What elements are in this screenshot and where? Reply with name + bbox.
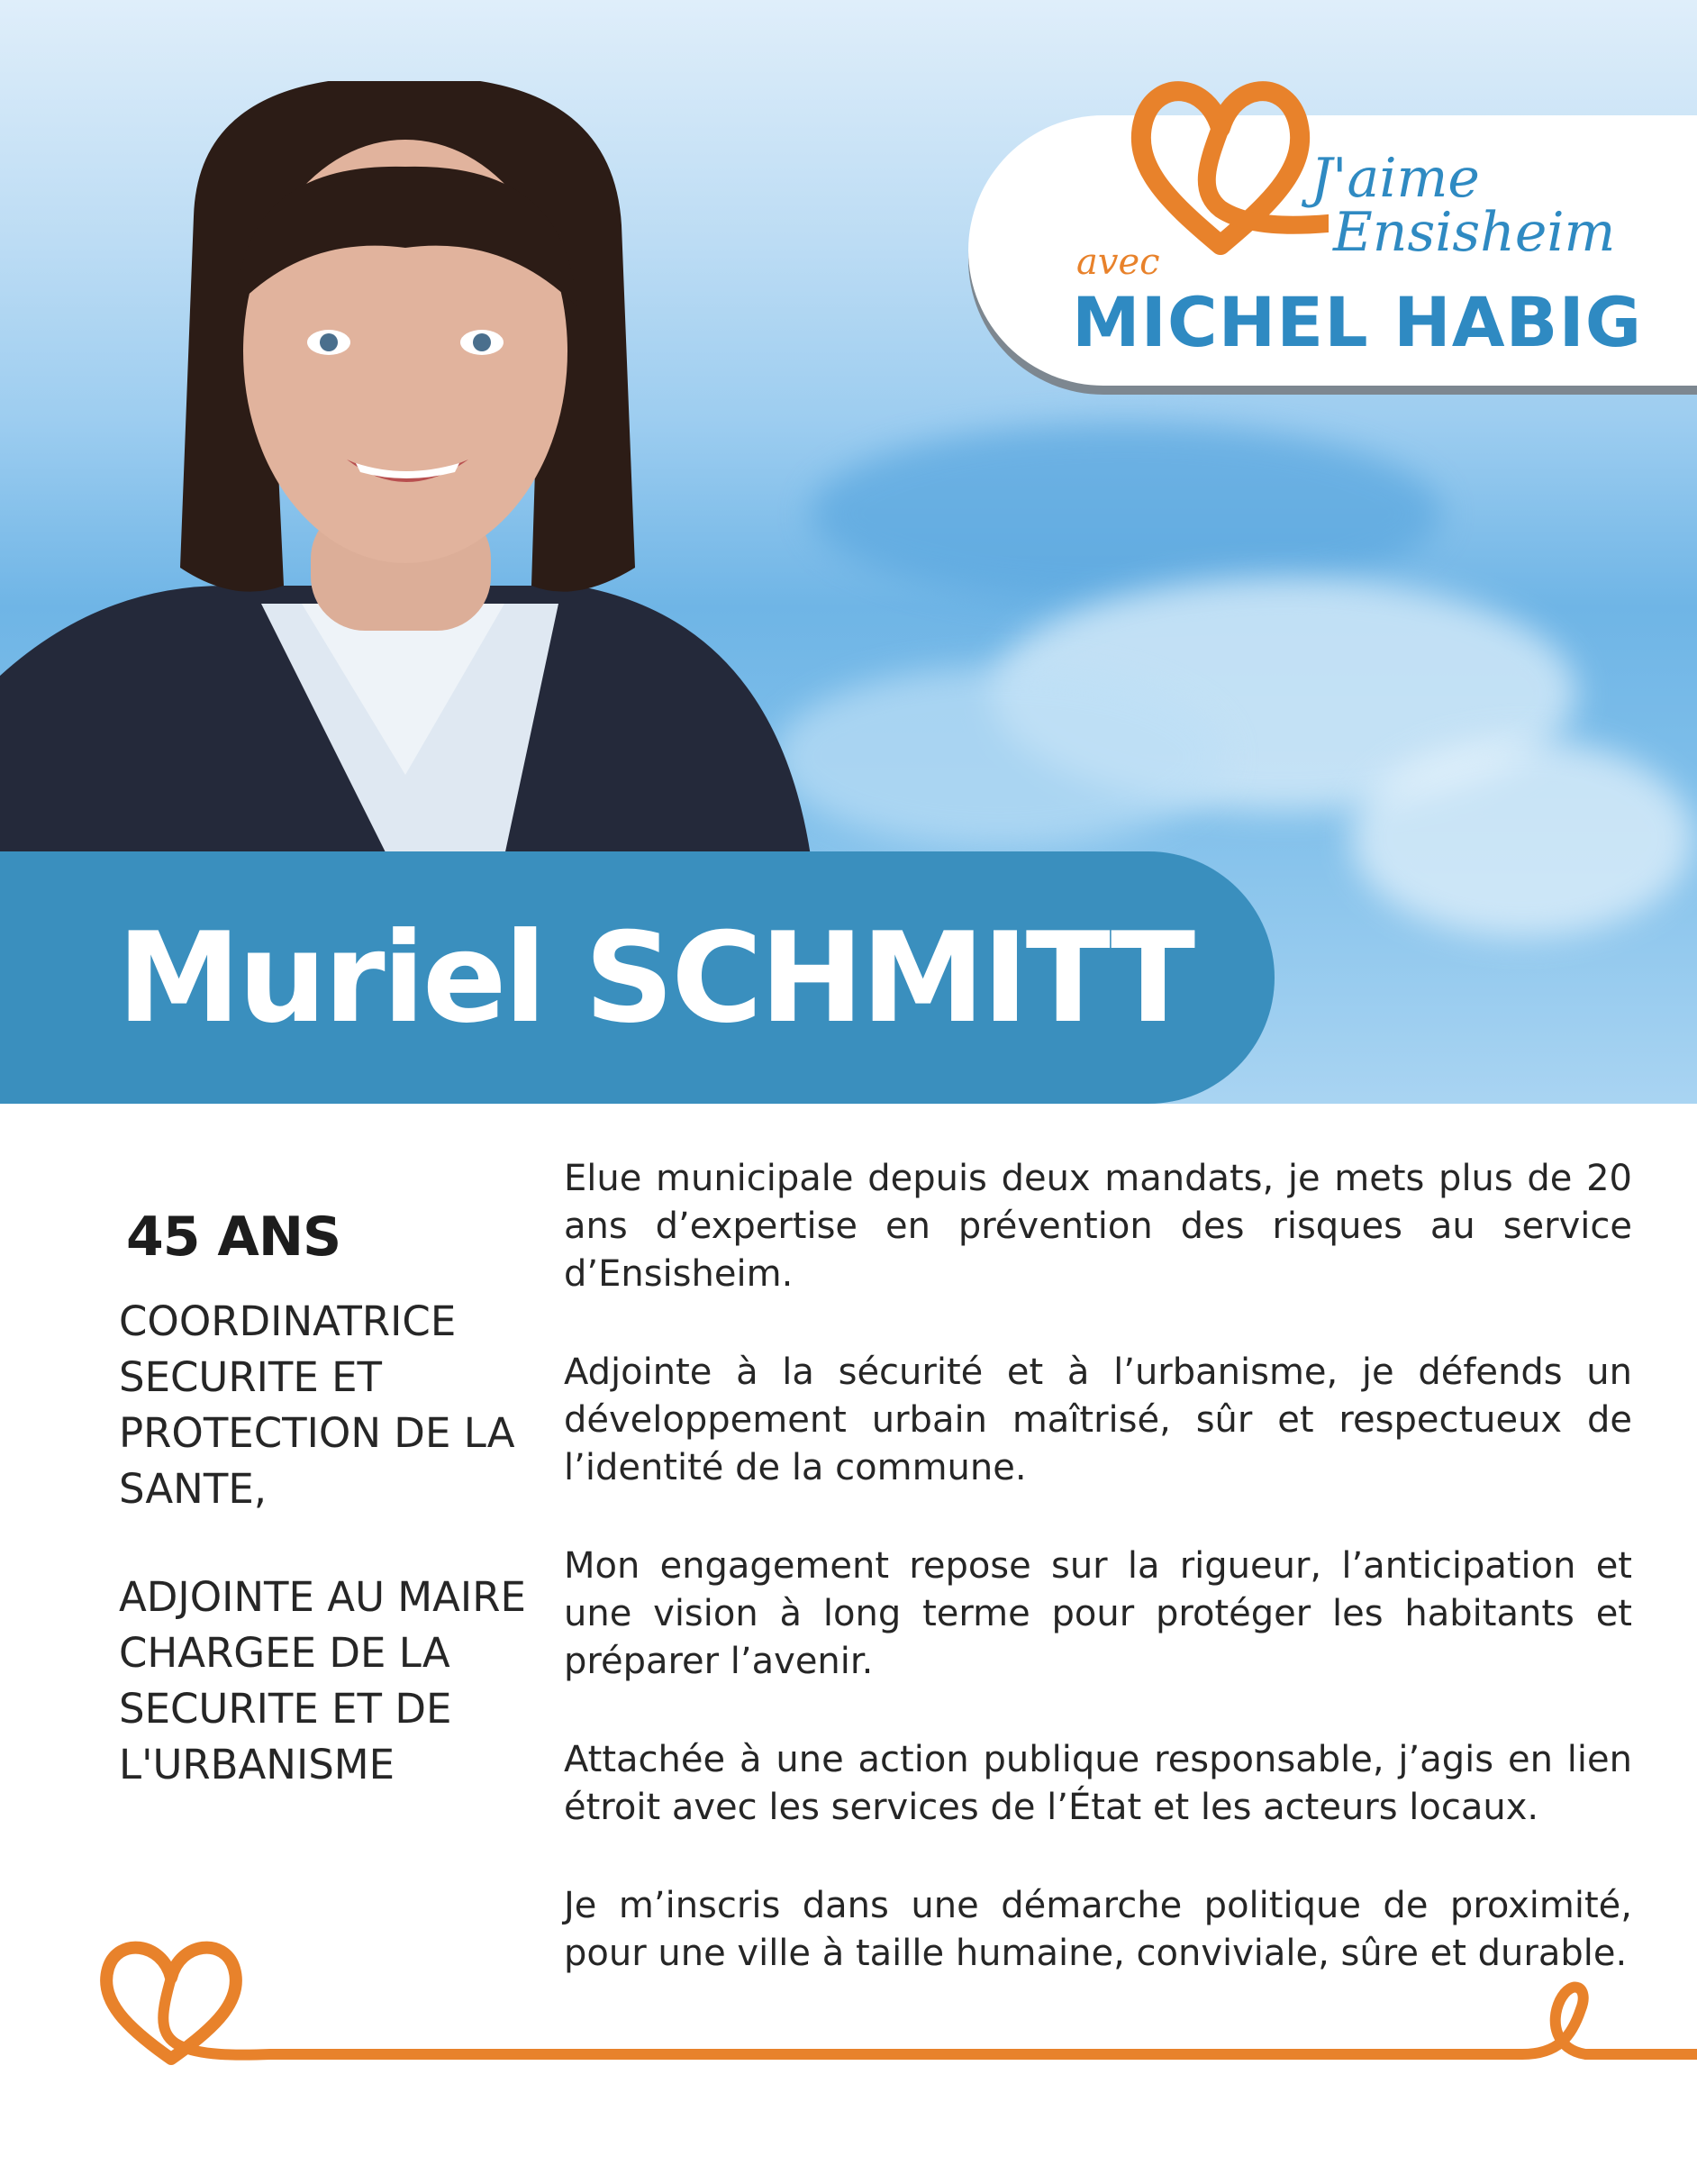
bio-paragraph: Attachée à une action publique responsable, j’agis en lien étroit avec les services de l’État et les acteurs locaux. [564, 1739, 1632, 1828]
bio-paragraph: Adjointe à la sécurité et à l’urbanisme, je défends un développement urbain maîtrisé, sûr et respectueux de l’identité de la commune. [564, 1351, 1632, 1488]
logo-line-1: J'aime [1311, 147, 1480, 210]
sky-blur [811, 423, 1441, 604]
bio-paragraph: Elue municipale depuis deux mandats, je mets plus de 20 ans d’expertise en prévention des risques au service d’Ensisheim. [564, 1158, 1632, 1295]
footer-decoration [0, 1928, 1697, 2090]
candidate-name: Muriel SCHMITT [117, 905, 1193, 1051]
role-deputy-mayor: ADJOINTE AU MAIRE CHARGEE DE LA SECURITE ET DE L'URBANISME [119, 1573, 526, 1788]
name-banner [0, 851, 1275, 1104]
rooftop-blur [1351, 739, 1693, 937]
candidate-age: 45 ANS [126, 1206, 341, 1269]
role-current-job: COORDINATRICE SECURITE ET PROTECTION DE LA SANTE, [119, 1297, 515, 1513]
heart-icon [1112, 65, 1329, 281]
biography [564, 1155, 1632, 2028]
logo-avec: avec [1076, 241, 1160, 283]
logo-line-2: Ensisheim [1333, 201, 1616, 264]
candidate-portrait [0, 81, 811, 856]
ribbon-line [163, 1978, 1697, 2055]
bio-paragraph: Je m’inscris dans une démarche politique de proximité, pour une ville à taille humaine, conviviale, sûre et durable. [564, 1885, 1632, 1974]
rooftop-blur [775, 667, 1225, 847]
logo-candidate-name: MICHEL HABIG [1072, 282, 1643, 362]
bio-paragraph: Mon engagement repose sur la rigueur, l’anticipation et une vision à long terme pour protéger les habitants et préparer l’avenir. [564, 1545, 1632, 1682]
campaign-logo [968, 115, 1697, 386]
